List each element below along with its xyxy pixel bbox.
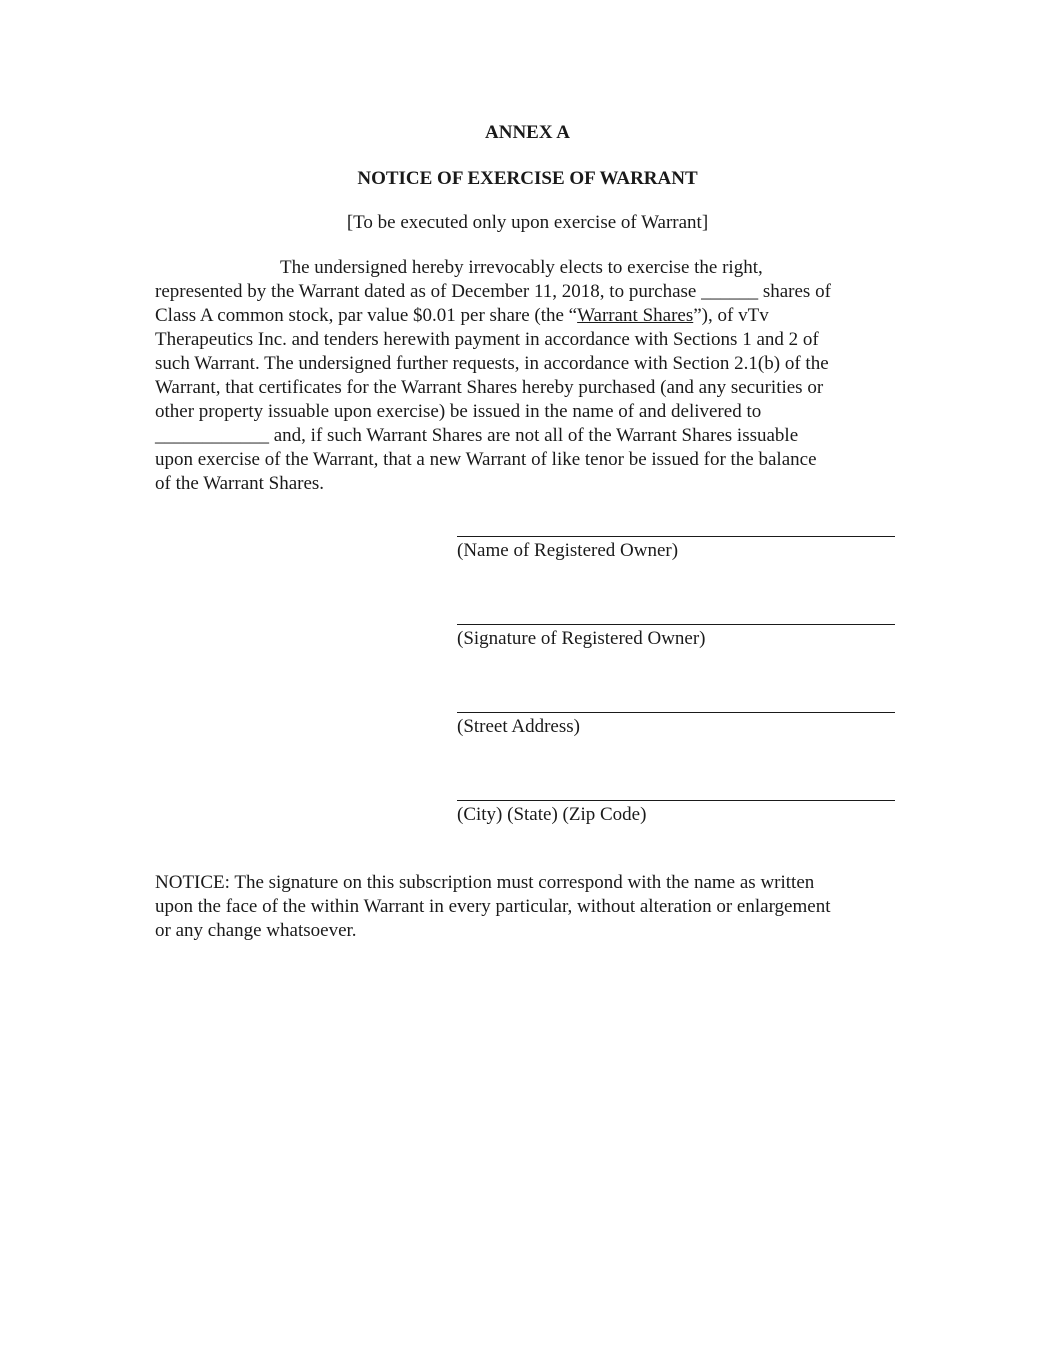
- text-span: ”), of vTv: [693, 305, 769, 326]
- paragraph-line: The undersigned hereby irrevocably elects to exercise the right,: [280, 257, 763, 278]
- paragraph-line: Therapeutics Inc. and tenders herewith payment in accordance with Sections 1 and 2 of: [155, 329, 819, 350]
- notice-title: NOTICE OF EXERCISE OF WARRANT: [357, 168, 698, 189]
- paragraph-line: represented by the Warrant dated as of December 11, 2018, to purchase ______ shares of: [155, 281, 831, 302]
- street-address-field[interactable]: [457, 712, 895, 739]
- execution-instruction: [To be executed only upon exercise of Warrant]: [346, 212, 709, 233]
- paragraph-line: ____________ and, if such Warrant Shares are not all of the Warrant Shares issuable: [155, 425, 799, 446]
- field-label: (Street Address): [457, 716, 580, 737]
- signature-line: [457, 800, 895, 801]
- paragraph-line: Warrant, that certificates for the Warrant Shares hereby purchased (and any securities or: [155, 377, 824, 398]
- signature-line: [457, 624, 895, 625]
- field-label: (Name of Registered Owner): [457, 540, 679, 561]
- signature-line: [457, 712, 895, 713]
- defined-term-warrant-shares: Warrant Shares: [577, 305, 694, 326]
- city-state-zip-field[interactable]: [457, 800, 895, 827]
- field-label: (City) (State) (Zip Code): [457, 804, 647, 825]
- text-span: Class A common stock, par value $0.01 per share (the “: [155, 305, 578, 326]
- notice-line: or any change whatsoever.: [155, 920, 357, 941]
- paragraph-line: upon exercise of the Warrant, that a new Warrant of like tenor be issued for the balance: [155, 449, 817, 470]
- registered-owner-name-field[interactable]: [457, 536, 895, 563]
- field-label: (Signature of Registered Owner): [457, 628, 706, 649]
- signature-line: [457, 536, 895, 537]
- notice-line: upon the face of the within Warrant in every particular, without alteration or enlargement: [155, 896, 831, 917]
- paragraph-line: other property issuable upon exercise) be issued in the name of and delivered to: [155, 401, 762, 422]
- notice-line: NOTICE: The signature on this subscription must correspond with the name as written: [155, 872, 815, 893]
- paragraph-line: [155, 304, 769, 328]
- registered-owner-signature-field[interactable]: [457, 624, 895, 651]
- paragraph-line: such Warrant. The undersigned further requests, in accordance with Section 2.1(b) of the: [155, 353, 829, 374]
- paragraph-line: of the Warrant Shares.: [155, 473, 325, 494]
- annex-title: ANNEX A: [485, 122, 570, 143]
